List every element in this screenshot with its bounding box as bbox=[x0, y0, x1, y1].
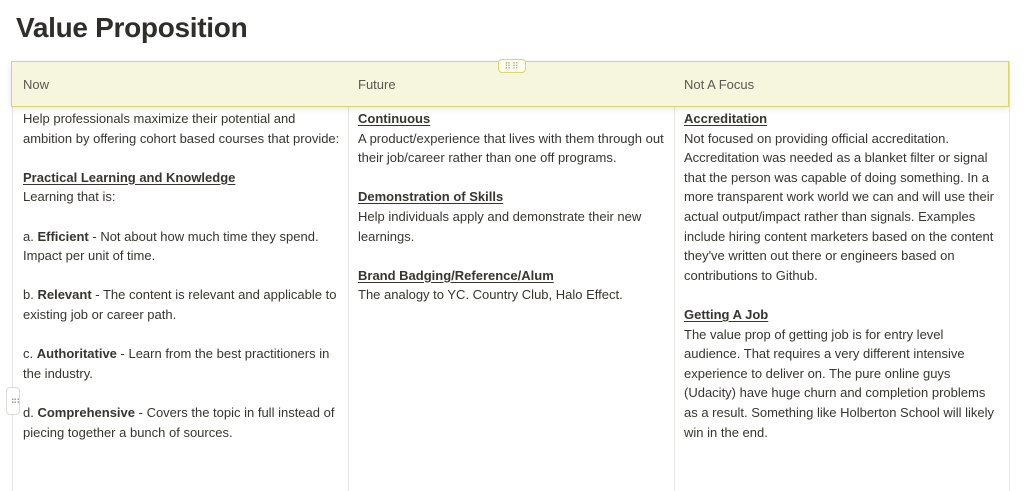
row-drag-handle-icon[interactable]: ⠿ bbox=[6, 387, 20, 415]
future-heading-continuous: Continuous bbox=[358, 111, 431, 126]
column-divider bbox=[674, 61, 675, 491]
now-item-a: a. Efficient - Not about how much time they spend. Impact per unit of time. bbox=[23, 228, 319, 264]
value-proposition-table bbox=[12, 61, 1010, 491]
now-item-c: c. Authoritative - Learn from the best practitioners in the industry. bbox=[23, 346, 330, 381]
now-lead: Learning that is: bbox=[23, 189, 116, 205]
column-divider bbox=[348, 61, 349, 491]
header-row-selected[interactable] bbox=[11, 61, 1009, 107]
now-intro: Help professionals maximize their potential and ambition by offering cohort based courses that provide: bbox=[23, 111, 340, 146]
future-heading-brand: Brand Badging/Reference/Alum bbox=[358, 267, 554, 283]
future-text-brand: The analogy to YC. Country Club, Halo Effect. bbox=[358, 287, 623, 303]
cell-future[interactable] bbox=[358, 109, 664, 305]
nf-text-job: The value prop of getting job is for entry level audience. That requires a very different intensive experience to deliver on. The pure online guys (Udacity) have huge churn and completion problems as a result. Something like Holberton School will likely win in the end. bbox=[684, 326, 994, 440]
cell-not-a-focus[interactable] bbox=[684, 109, 1000, 442]
header-cell-now[interactable]: Now bbox=[23, 77, 50, 92]
future-text-continuous: A product/experience that lives with them through out their job/career rather than one off programs. bbox=[358, 130, 664, 166]
future-heading-demonstration: Demonstration of Skills bbox=[358, 189, 504, 205]
page-title: Value Proposition bbox=[16, 12, 248, 43]
nf-heading-accreditation: Accreditation bbox=[684, 111, 768, 126]
cell-now[interactable] bbox=[23, 109, 343, 442]
now-item-d: d. Comprehensive - Covers the topic in full instead of piecing together a bunch of sources. bbox=[23, 404, 335, 440]
header-cell-future[interactable]: Future bbox=[358, 77, 396, 92]
column-drag-handle-icon[interactable]: ⠿⠿ bbox=[498, 59, 526, 73]
now-heading: Practical Learning and Knowledge bbox=[23, 169, 236, 185]
header-cell-not-a-focus[interactable]: Not A Focus bbox=[684, 77, 755, 92]
future-text-demonstration: Help individuals apply and demonstrate their new learnings. bbox=[358, 208, 642, 244]
now-item-b: b. Relevant - The content is relevant and applicable to existing job or career path. bbox=[23, 287, 337, 322]
nf-heading-job: Getting A Job bbox=[684, 306, 769, 322]
nf-text-accreditation: Not focused on providing official accreditation. Accreditation was needed as a blanket filter or signal that the person was capable of doing something. In a more transparent work world we can and will use their actual output/impact rather than signals. Examples include hiring content marketers based on the content they've written out there or engineers based on contributions to Github. bbox=[684, 130, 994, 283]
